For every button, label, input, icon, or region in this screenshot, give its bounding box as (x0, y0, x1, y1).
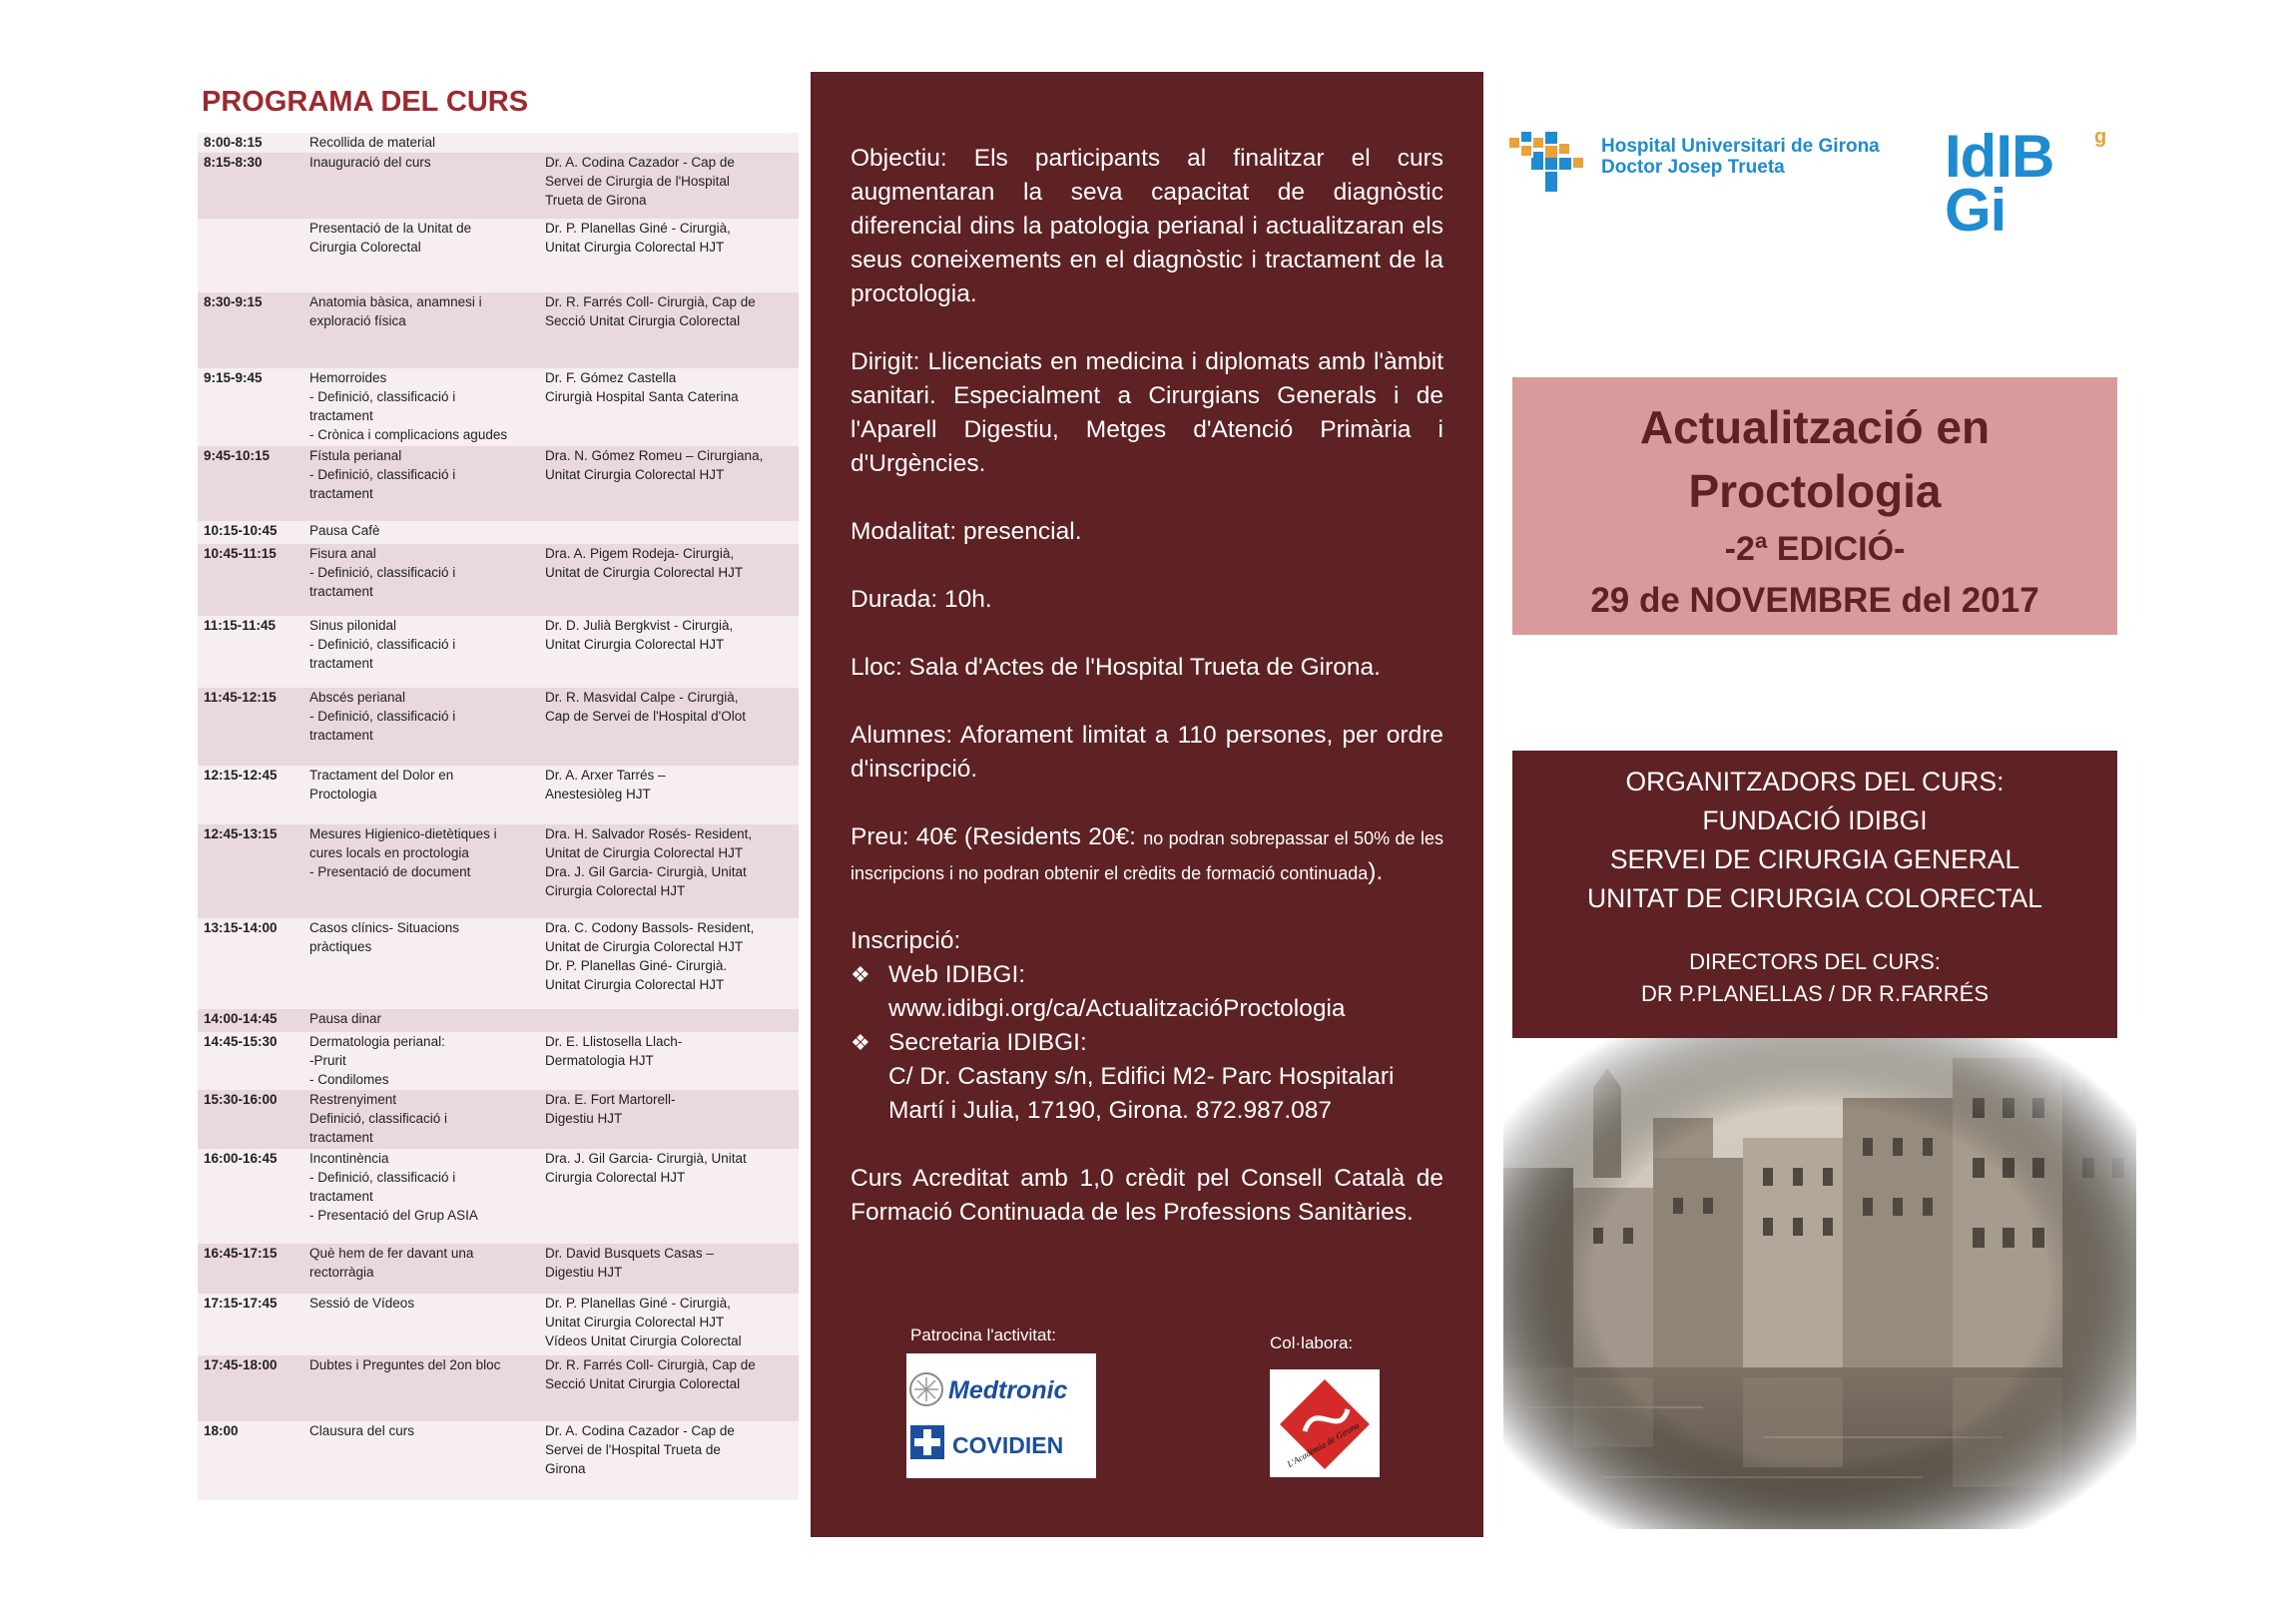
schedule-row (198, 1009, 799, 1032)
hospital-name-line2: Doctor Josep Trueta (1601, 157, 1785, 178)
schedule-speaker: Dr. R. Farrés Coll- Cirurgià, Cap de Secció Unitat Cirurgia Colorectal (545, 1357, 756, 1391)
schedule-row (198, 1090, 799, 1149)
schedule-time: 14:00-14:45 (204, 1011, 278, 1026)
schedule-speaker: Dr. P. Planellas Giné - Cirurgià, Unitat Cirurgia Colorectal HJT Vídeos Unitat Cirurgia Colorectal (545, 1296, 742, 1348)
hospital-cross-icon (1509, 128, 1595, 198)
web-url[interactable]: www.idibgi.org/ca/ActualitzacióProctologia (888, 995, 1346, 1022)
schedule-row (198, 688, 799, 766)
schedule-speaker: Dra. E. Fort Martorell- Digestiu HJT (545, 1092, 676, 1126)
schedule-row (198, 1149, 799, 1244)
schedule-row (198, 1244, 799, 1294)
schedule-time: 10:45-11:15 (204, 546, 277, 561)
academia-logo (1270, 1369, 1380, 1477)
audience-text: Dirigit: Llicenciats en medicina i diplomats amb l'àmbit sanitari. Especialment a Cirurgians Generals i de l'Aparell Digestiu, Metges d'Atenció Primària i d'Urgències. (851, 348, 1443, 477)
schedule-speaker (545, 1009, 799, 1032)
schedule-time: 14:45-15:30 (204, 1034, 278, 1049)
schedule-topic: Incontinència - Definició, classificació i tractament - Presentació del Grup ASIA (309, 1151, 478, 1223)
schedule-speaker (545, 133, 799, 153)
schedule-topic: Presentació de la Unitat de Cirurgia Colorectal (309, 221, 472, 255)
schedule-topic: Sinus pilonidal - Definició, classificació i tractament (309, 618, 456, 671)
secretary-address-2: Martí i Julia, 17190, Girona. 872.987.087 (888, 1097, 1333, 1124)
course-title-box (1512, 377, 2117, 635)
idibgi-logo (1945, 123, 2114, 260)
schedule-speaker: Dra. N. Gómez Romeu – Cirurgiana, Unitat Cirurgia Colorectal HJT (545, 448, 764, 482)
hospital-name (1601, 136, 1880, 178)
schedule-row (198, 766, 799, 824)
schedule-topic: Pausa Cafè (309, 523, 380, 538)
programme-table (198, 133, 799, 1500)
schedule-time: 12:15-12:45 (204, 768, 278, 783)
price-note: no podran sobrepassar el 50% de les inscripcions i no podran obtenir el crèdits de formació continuada (851, 828, 1443, 883)
schedule-topic: Anatomia bàsica, anamnesi i exploració física (309, 294, 482, 328)
price-main: Preu: 40€ (Residents 20€: (851, 823, 1136, 850)
schedule-time: 15:30-16:00 (204, 1092, 278, 1107)
course-edition: -2ª EDICIÓ- (1724, 530, 1906, 568)
sponsor-logo (906, 1353, 1096, 1478)
course-title-line2: Proctologia (1688, 465, 1942, 517)
registration-label: Inscripció: (851, 927, 961, 954)
schedule-time: 10:15-10:45 (204, 523, 278, 538)
schedule-speaker (545, 521, 799, 544)
web-label: Web IDIBGI: (888, 961, 1026, 988)
course-date: 29 de NOVEMBRE del 2017 (1590, 581, 2039, 620)
students-text: Alumnes: Aforament limitat a 110 persones, per ordre d'inscripció. (851, 722, 1443, 783)
schedule-speaker: Dra. A. Pigem Rodeja- Cirurgià, Unitat de Cirurgia Colorectal HJT (545, 546, 744, 580)
idibgi-logo-superscript: g (2094, 126, 2107, 148)
schedule-time: 11:45-12:15 (204, 690, 277, 705)
schedule-topic: Clausura del curs (309, 1423, 415, 1438)
collaborator-logo (1270, 1369, 1380, 1477)
city-photo-illustration (1503, 1038, 2136, 1529)
schedule-speaker: Dr. D. Julià Bergkvist - Cirurgià, Unitat Cirurgia Colorectal HJT (545, 618, 734, 652)
schedule-time: 18:00 (204, 1423, 239, 1438)
schedule-row (198, 1294, 799, 1355)
registration-secretary (851, 1026, 1443, 1060)
diamond-bullet-icon: ❖ (851, 1030, 870, 1055)
schedule-speaker: Dra. H. Salvador Rosés- Resident, Unitat de Cirurgia Colorectal HJT Dra. J. Gil Garcia- Cirurgià, Unitat Cirurgia Colorectal HJT (545, 826, 753, 898)
medtronic-text: Medtronic (948, 1376, 1068, 1404)
schedule-row (198, 1032, 799, 1090)
schedule-topic: Mesures Higienico-dietètiques i cures locals en proctologia - Presentació de document (309, 826, 497, 879)
idibgi-logo-line2: Gi (1945, 177, 2007, 244)
schedule-topic: Sessió de Vídeos (309, 1296, 415, 1311)
location-text: Lloc: Sala d'Actes de l'Hospital Trueta de Girona. (851, 654, 1381, 681)
schedule-topic: Casos clínics- Situacions pràctiques (309, 920, 460, 954)
schedule-topic: Hemorroides - Definició, classificació i tractament - Crònica i complicacions agudes (309, 370, 508, 442)
schedule-row (198, 521, 799, 544)
schedule-topic: Restrenyiment Definició, classificació i tractament (309, 1092, 448, 1145)
objective-text: Objectiu: Els participants al finalitzar el curs augmentaran la seva capacitat de diagnòstic diferencial dins la patologia perianal i actualitzaran els seus coneixements en el diagnòstic i tractament de la proctologia. (851, 145, 1443, 307)
schedule-speaker: Dr. P. Planellas Giné - Cirurgià, Unitat Cirurgia Colorectal HJT (545, 221, 731, 255)
schedule-time: 17:45-18:00 (204, 1357, 278, 1372)
schedule-row (198, 368, 799, 446)
schedule-speaker: Dr. R. Farrés Coll- Cirurgià, Cap de Secció Unitat Cirurgia Colorectal (545, 294, 756, 328)
secretary-address-1: C/ Dr. Castany s/n, Edifici M2- Parc Hospitalari (888, 1063, 1395, 1090)
schedule-speaker: Dr. A. Codina Cazador - Cap de Servei de Cirurgia de l'Hospital Trueta de Girona (545, 155, 735, 208)
schedule-row (198, 446, 799, 521)
schedule-speaker: Dra. J. Gil Garcia- Cirurgià, Unitat Cirurgia Colorectal HJT (545, 1151, 747, 1185)
idibgi-logo-line1: IdIB (1945, 123, 2054, 190)
schedule-row (198, 1421, 799, 1500)
schedule-topic: Tractament del Dolor en Proctologia (309, 768, 454, 801)
schedule-time: 12:45-13:15 (204, 826, 278, 841)
accreditation-text: Curs Acreditat amb 1,0 crèdit pel Consell Català de Formació Continuada de les Professions Sanitàries. (851, 1165, 1443, 1226)
schedule-topic: Recollida de material (309, 135, 436, 150)
diamond-bullet-icon: ❖ (851, 962, 870, 987)
organizer-2: SERVEI DE CIRURGIA GENERAL (1609, 844, 2020, 874)
schedule-time: 9:15-9:45 (204, 370, 263, 385)
schedule-row (198, 133, 799, 153)
sponsor-label: Patrocina l'activitat: (910, 1326, 1056, 1344)
registration-web (851, 958, 1443, 992)
schedule-time: 17:15-17:45 (204, 1296, 278, 1311)
schedule-row (198, 918, 799, 1009)
schedule-topic: Dermatologia perianal: -Prurit - Condilomes (309, 1034, 445, 1087)
schedule-time: 16:00-16:45 (204, 1151, 278, 1166)
schedule-time: 9:45-10:15 (204, 448, 271, 463)
schedule-row (198, 219, 799, 292)
schedule-row (198, 1355, 799, 1421)
schedule-row (198, 544, 799, 616)
schedule-time: 8:30-9:15 (204, 294, 263, 309)
programme-title: PROGRAMA DEL CURS (202, 86, 529, 118)
price-text (851, 820, 1443, 890)
duration-text: Durada: 10h. (851, 586, 992, 613)
price-end: ). (1368, 858, 1384, 885)
academia-text: L'Acadèmia de Girona (1285, 1419, 1362, 1470)
covidien-text: COVIDIEN (952, 1432, 1064, 1458)
schedule-time: 8:15-8:30 (204, 155, 263, 170)
course-title-line1: Actualització en (1639, 401, 1991, 453)
schedule-speaker: Dr. David Busquets Casas – Digestiu HJT (545, 1246, 714, 1280)
schedule-topic: Pausa dinar (309, 1011, 382, 1026)
organizers-header: ORGANITZADORS DEL CURS: (1625, 767, 2005, 797)
directors-names: DR P.PLANELLAS / DR R.FARRÉS (1640, 981, 1990, 1006)
schedule-topic: Abscés perianal - Definició, classificació i tractament (309, 690, 456, 743)
schedule-time: 13:15-14:00 (204, 920, 278, 935)
schedule-row (198, 824, 799, 918)
hospital-name-line1: Hospital Universitari de Girona (1601, 136, 1880, 157)
schedule-topic: Què hem de fer davant una rectorràgia (309, 1246, 474, 1280)
schedule-speaker: Dr. R. Masvidal Calpe - Cirurgià, Cap de Servei de l'Hospital d'Olot (545, 690, 747, 724)
schedule-speaker: Dr. E. Llistosella Llach- Dermatologia HJT (545, 1034, 683, 1068)
hospital-logo (1509, 128, 1939, 208)
schedule-row (198, 616, 799, 688)
info-text (851, 142, 1443, 1264)
schedule-speaker: Dr. A. Arxer Tarrés – Anestesiòleg HJT (545, 768, 666, 801)
organizer-3: UNITAT DE CIRURGIA COLORECTAL (1587, 883, 2042, 913)
schedule-row (198, 153, 799, 219)
schedule-topic: Fisura anal - Definició, classificació i tractament (309, 546, 456, 599)
registration-block (851, 924, 1443, 1128)
schedule-time: 16:45-17:15 (204, 1246, 278, 1261)
medtronic-covidien-logo (906, 1353, 1096, 1478)
schedule-time: 8:00-8:15 (204, 135, 263, 150)
schedule-speaker: Dr. F. Gómez Castella Cirurgià Hospital Santa Caterina (545, 370, 739, 404)
organizer-1: FUNDACIÓ IDIBGI (1702, 805, 1928, 835)
schedule-time: 11:15-11:45 (204, 618, 277, 633)
schedule-topic: Inauguració del curs (309, 155, 431, 170)
info-panel (811, 72, 1483, 1537)
secretary-label: Secretaria IDIBGI: (888, 1029, 1087, 1056)
directors-header: DIRECTORS DEL CURS: (1689, 949, 1941, 974)
organizers-box (1512, 751, 2117, 1050)
schedule-speaker: Dr. A. Codina Cazador - Cap de Servei de l'Hospital Trueta de Girona (545, 1423, 735, 1476)
schedule-row (198, 292, 799, 368)
schedule-topic: Fístula perianal - Definició, classificació i tractament (309, 448, 456, 501)
girona-river-photo (1503, 1038, 2136, 1529)
collaborator-label: Col·labora: (1270, 1333, 1354, 1352)
modality-text: Modalitat: presencial. (851, 518, 1082, 545)
schedule-topic: Dubtes i Preguntes del 2on bloc (309, 1357, 501, 1372)
schedule-speaker: Dra. C. Codony Bassols- Resident, Unitat de Cirurgia Colorectal HJT Dr. P. Planellas Giné- Cirurgià. Unitat Cirurgia Colorectal HJT (545, 920, 755, 992)
